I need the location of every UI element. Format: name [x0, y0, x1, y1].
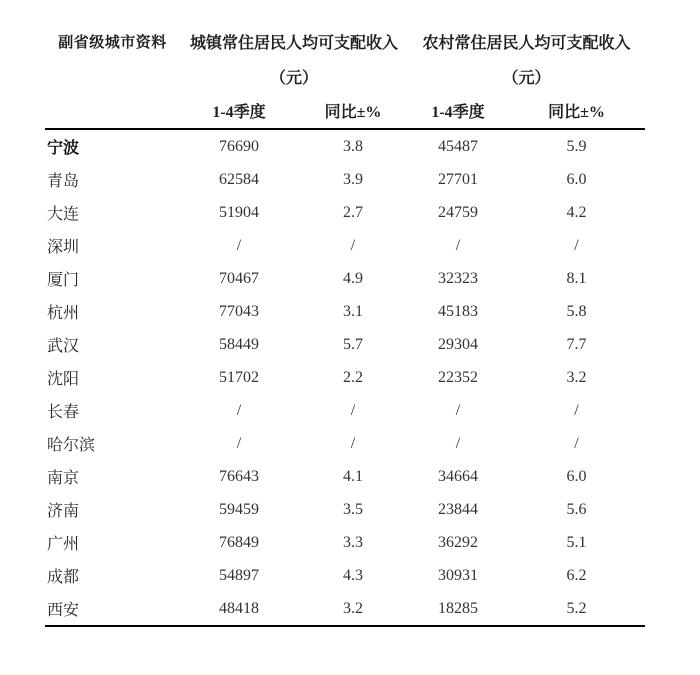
table-row: [45, 493, 645, 526]
value-cell: /: [350, 401, 356, 419]
value-cell: /: [455, 434, 461, 452]
value-cell: 4.2: [566, 203, 587, 221]
value-cell: 34664: [438, 467, 479, 485]
value-cell: 59459: [219, 500, 259, 518]
value-cell: 76690: [219, 137, 259, 155]
rural-unit-label: （元）: [502, 69, 551, 87]
value-cell: 3.2: [566, 368, 587, 386]
value-cell: 6.0: [566, 170, 587, 188]
table-row: [45, 427, 645, 460]
value-cell: /: [574, 401, 579, 419]
city-cell: 广州: [47, 536, 80, 553]
urban-quarter-column-header: 1-4季度: [180, 93, 298, 129]
value-cell: 48418: [180, 592, 298, 626]
table-header: [45, 24, 645, 129]
value-cell: 4.1: [343, 467, 363, 485]
city-cell: 济南: [47, 503, 80, 520]
table-row: [45, 328, 645, 361]
urban-income-group-header: 城镇常住居民人均可支配收入: [190, 35, 399, 52]
value-cell: 70467: [219, 269, 259, 287]
table-row: [45, 526, 645, 559]
value-cell: 54897: [219, 566, 259, 584]
value-cell: 23844: [438, 500, 479, 518]
table-row: [45, 196, 645, 229]
value-cell: /: [350, 236, 356, 254]
value-cell: 3.2: [298, 592, 408, 626]
value-cell: 3.1: [343, 302, 363, 320]
value-cell: /: [455, 401, 461, 419]
value-cell: 3.8: [343, 137, 363, 155]
city-cell: 厦门: [47, 272, 80, 289]
value-cell: 5.6: [566, 500, 587, 518]
value-cell: 18285: [408, 592, 508, 626]
table-row: [45, 229, 645, 262]
urban-unit-label: （元）: [270, 69, 319, 87]
city-cell: 武汉: [47, 338, 80, 355]
sub-header-row: [45, 93, 645, 129]
value-cell: 76849: [219, 533, 259, 551]
value-cell: /: [350, 434, 356, 452]
value-cell: /: [574, 236, 579, 254]
value-cell: 7.7: [566, 335, 587, 353]
value-cell: 8.1: [566, 269, 587, 287]
value-cell: 77043: [219, 302, 259, 320]
table-row: [45, 394, 645, 427]
table-title: 副省级城市资料: [58, 35, 167, 51]
rural-income-group-header: 农村常住居民人均可支配收入: [422, 35, 631, 52]
city-cell: 哈尔滨: [47, 437, 96, 454]
value-cell: 29304: [438, 335, 479, 353]
table-row: [45, 129, 645, 163]
value-cell: /: [236, 236, 242, 254]
rural-yoy-column-header: 同比±%: [508, 93, 645, 129]
empty-cell: [45, 93, 180, 129]
city-cell: 西安: [45, 592, 180, 626]
value-cell: 3.3: [343, 533, 363, 551]
value-cell: 45183: [438, 302, 479, 320]
value-cell: 2.7: [343, 203, 363, 221]
value-cell: /: [236, 434, 242, 452]
value-cell: 45487: [438, 137, 479, 155]
value-cell: 62584: [219, 170, 259, 188]
value-cell: 6.2: [566, 566, 587, 584]
value-cell: /: [236, 401, 242, 419]
value-cell: 27701: [438, 170, 479, 188]
rural-quarter-column-header: 1-4季度: [408, 93, 508, 129]
table-row: [45, 559, 645, 592]
value-cell: /: [574, 434, 579, 452]
table-body: [45, 129, 645, 626]
income-table: [45, 24, 645, 627]
value-cell: 5.9: [566, 137, 587, 155]
document-page: [0, 24, 700, 675]
value-cell: 58449: [219, 335, 259, 353]
table-row: [45, 361, 645, 394]
table-row: [45, 592, 645, 626]
urban-yoy-column-header: 同比±%: [298, 93, 408, 129]
city-cell: 沈阳: [47, 371, 80, 388]
city-cell: 杭州: [47, 305, 80, 322]
value-cell: 24759: [438, 203, 479, 221]
value-cell: 36292: [438, 533, 479, 551]
value-cell: 51702: [219, 368, 259, 386]
city-cell: 深圳: [47, 239, 80, 256]
city-cell: 长春: [47, 404, 80, 421]
value-cell: 76643: [219, 467, 259, 485]
value-cell: 5.8: [566, 302, 587, 320]
value-cell: 3.5: [343, 500, 363, 518]
value-cell: 4.9: [343, 269, 363, 287]
table-row: [45, 163, 645, 196]
table-row: [45, 295, 645, 328]
value-cell: 5.1: [566, 533, 587, 551]
value-cell: 30931: [438, 566, 479, 584]
value-cell: 3.9: [343, 170, 363, 188]
value-cell: 51904: [219, 203, 259, 221]
value-cell: 32323: [438, 269, 479, 287]
city-cell: 宁波: [47, 140, 80, 157]
unit-row: [45, 59, 645, 93]
city-cell: 南京: [47, 470, 80, 487]
table-row: [45, 460, 645, 493]
value-cell: 5.7: [343, 335, 363, 353]
group-header-row: [45, 24, 645, 59]
empty-cell: [45, 59, 180, 93]
city-cell: 青岛: [47, 173, 80, 190]
city-cell: 大连: [47, 206, 80, 223]
value-cell: 22352: [438, 368, 479, 386]
value-cell: 5.2: [508, 592, 645, 626]
value-cell: 6.0: [566, 467, 587, 485]
table-row: [45, 262, 645, 295]
city-cell: 成都: [47, 569, 80, 586]
value-cell: 2.2: [343, 368, 363, 386]
value-cell: /: [455, 236, 461, 254]
value-cell: 4.3: [343, 566, 363, 584]
